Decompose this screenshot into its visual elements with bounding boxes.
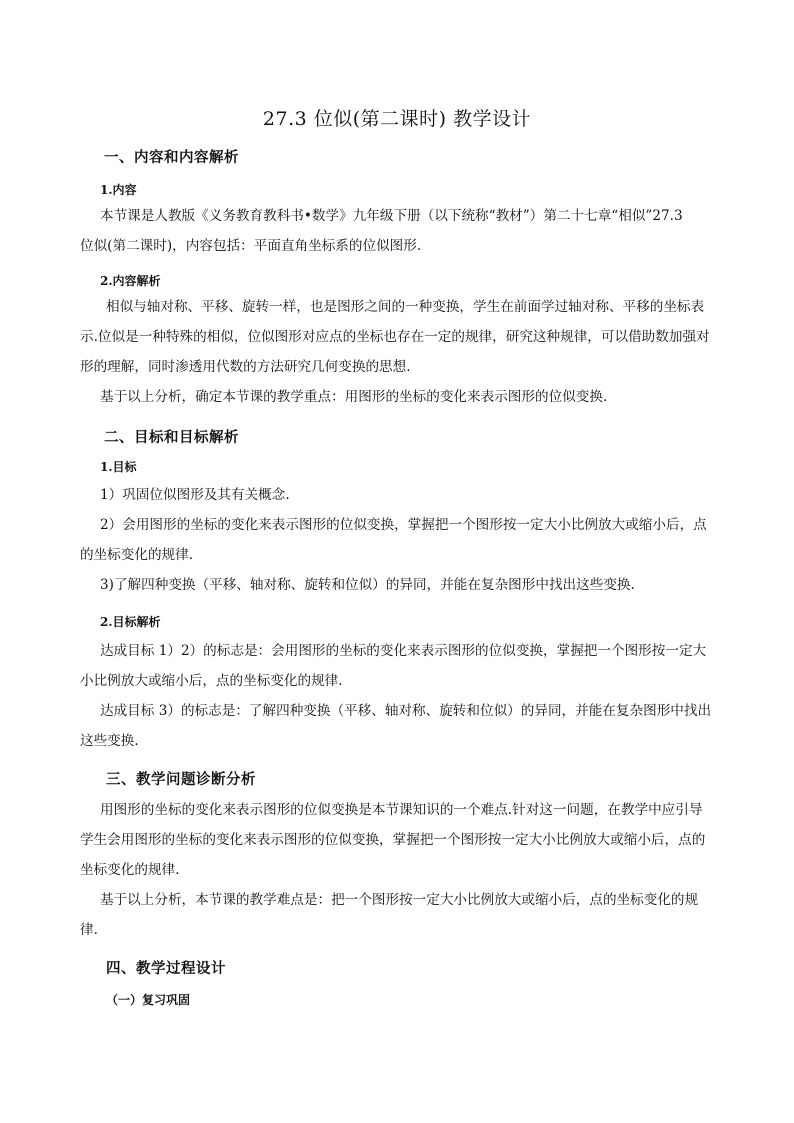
section-heading-process: 四、教学过程设计 [106, 960, 226, 977]
subheading-content-analysis: 2.内容解析 [100, 274, 161, 288]
subheading-review: （一）复习巩固 [106, 993, 191, 1007]
paragraph-content [80, 201, 722, 261]
paragraph-goal-analysis [80, 636, 722, 756]
section-heading-goals: 二、目标和目标解析 [104, 429, 239, 446]
document-title: 27.3 位似(第二课时) 教学设计 [262, 108, 532, 130]
text-line: 基于以上分析，确定本节课的教学重点：用图形的坐标的变化来表示图形的位似变换. [100, 389, 608, 405]
subheading-goal-analysis: 2.目标解析 [100, 615, 161, 629]
text-line: 学生会用图形的坐标的变化来表示图形的位似变换，掌握把一个图形按一定大小比例放大或缩小后，点的 [80, 832, 706, 848]
text-line: 用图形的坐标的变化来表示图形的位似变换是本节课知识的一个难点.针对这一问题，在教学中应引导 [100, 802, 703, 818]
text-line: 相似与轴对称、平移、旋转一样，也是图形之间的一种变换，学生在前面学过轴对称、平移的坐标表 [106, 299, 705, 315]
section-heading-content: 一、内容和内容解析 [104, 149, 239, 166]
text-line: 基于以上分析，本节课的教学难点是：把一个图形按一定大小比例放大或缩小后，点的坐标变化的规 [100, 892, 699, 908]
subheading-goals: 1.目标 [100, 460, 137, 474]
goal-item: 1）巩固位似图形及其有关概念. [100, 487, 290, 503]
paragraph-content-analysis [80, 292, 722, 412]
text-line: 形的理解，同时渗透用代数的方法研究几何变换的思想. [80, 359, 411, 375]
text-line: 的坐标变化的规律. [80, 547, 194, 563]
subheading-content: 1.内容 [100, 183, 137, 197]
goal-item: 2）会用图形的坐标的变化来表示图形的位似变换，掌握把一个图形按一定大小比例放大或缩小后，点 [100, 517, 707, 533]
text-line: 律. [80, 922, 98, 938]
section-heading-diagnosis: 三、教学问题诊断分析 [106, 771, 256, 788]
text-line: 达成目标 1）2）的标志是：会用图形的坐标的变化来表示图形的位似变换，掌握把一个图形按一定大 [100, 643, 707, 659]
goal-item: 3)了解四种变换（平移、轴对称、旋转和位似）的异同，并能在复杂图形中找出这些变换. [100, 577, 635, 593]
text-line: 示.位似是一种特殊的相似，位似图形对应点的坐标也存在一定的规律，研究这种规律，可以借助数加强对 [80, 329, 710, 345]
text-line: 达成目标 3）的标志是：了解四种变换（平移、轴对称、旋转和位似）的异同，并能在复杂图形中找出 [100, 703, 712, 719]
paragraph-diagnosis [80, 795, 722, 945]
text-line: 位似(第二课时)，内容包括：平面直角坐标系的位似图形. [80, 238, 422, 254]
text-line: 这些变换. [80, 733, 139, 749]
text-line: 本节课是人教版《义务教育教科书•数学》九年级下册（以下统称“教材”）第二十七章“相似”27.3 [100, 208, 683, 224]
text-line: 小比例放大或缩小后，点的坐标变化的规律. [80, 673, 343, 689]
text-line: 坐标变化的规律. [80, 862, 180, 878]
goals-list [80, 480, 722, 600]
